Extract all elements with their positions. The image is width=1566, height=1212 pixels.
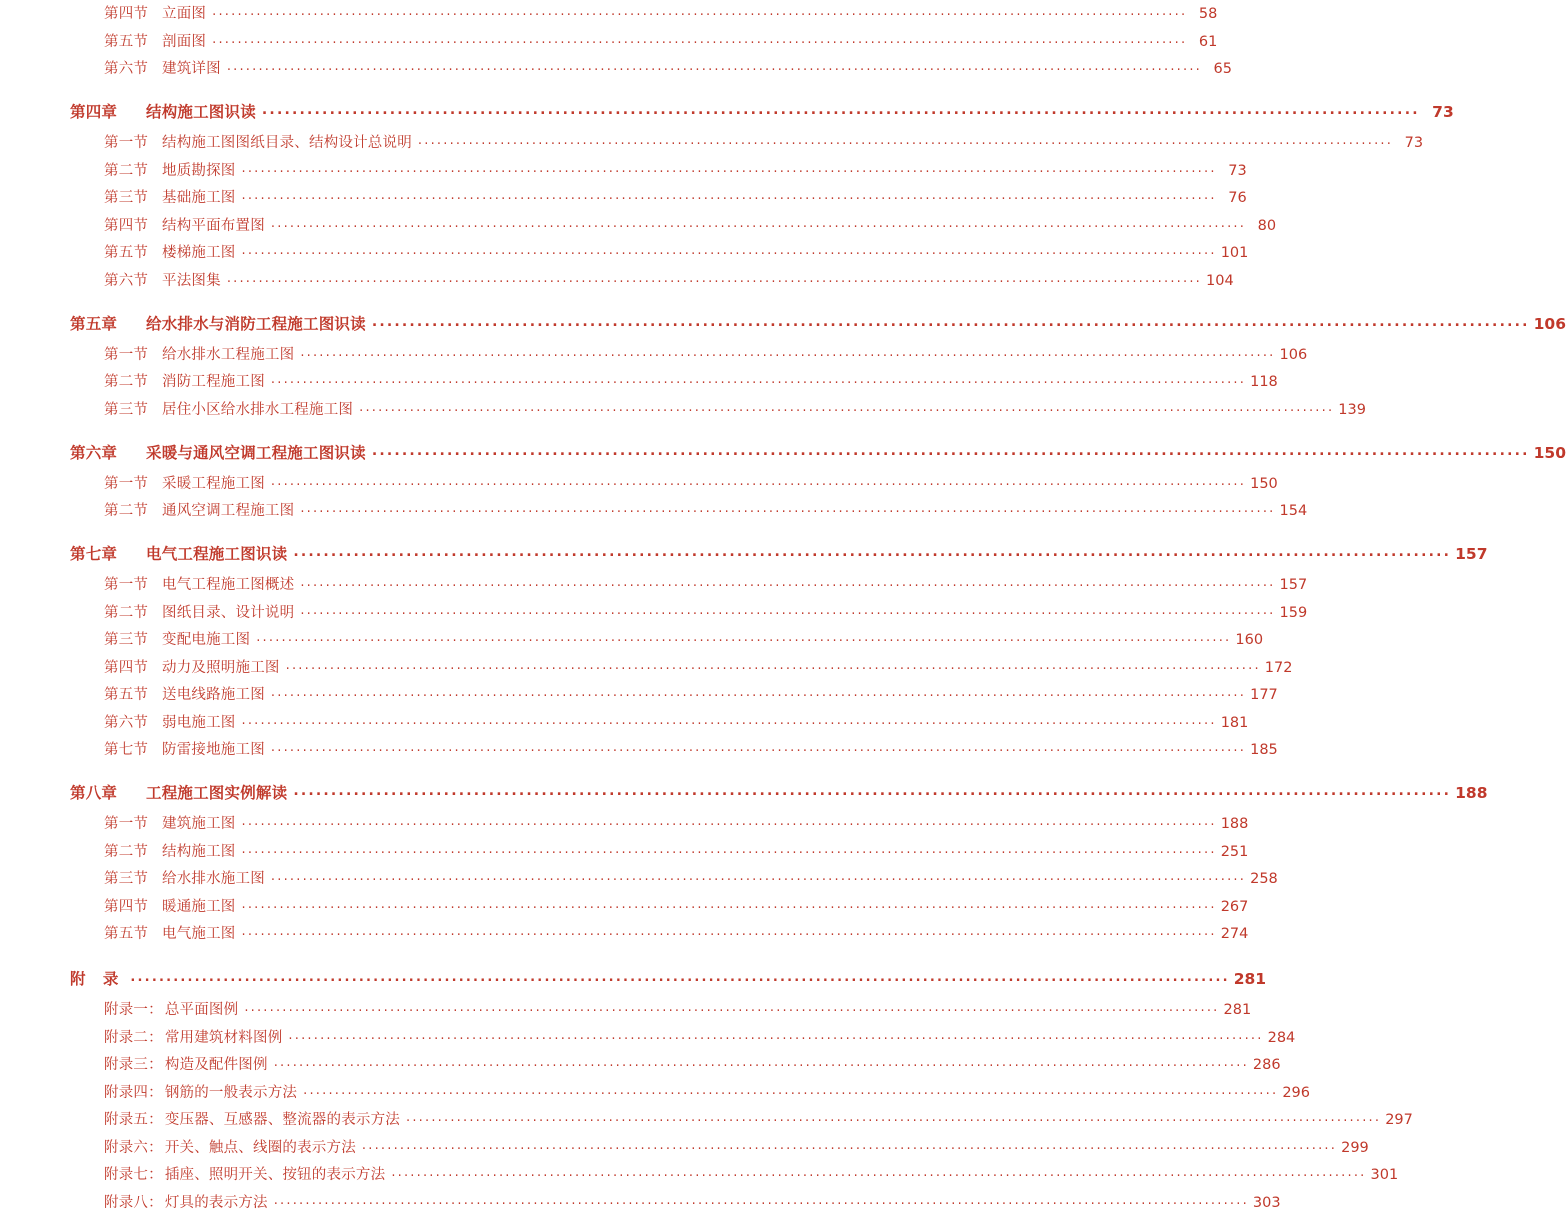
toc-page-number: 251 bbox=[1220, 843, 1249, 860]
toc-page-number: 159 bbox=[1279, 604, 1308, 621]
toc-appendix-entry[interactable] bbox=[70, 967, 1267, 989]
dot-leader bbox=[391, 1168, 1366, 1178]
toc-section-entry[interactable] bbox=[70, 812, 1249, 833]
toc-section-label: 第六节 建筑详图 bbox=[104, 61, 221, 77]
toc-page-number: 188 bbox=[1220, 816, 1249, 832]
toc-page-number: 104 bbox=[1206, 272, 1234, 289]
toc-page-number: 76 bbox=[1228, 190, 1247, 206]
toc-page-number: 303 bbox=[1252, 1194, 1281, 1211]
dot-leader bbox=[293, 786, 1451, 796]
toc-page-number: 299 bbox=[1341, 1139, 1369, 1156]
toc-section-label: 第七节 防雷接地施工图 bbox=[104, 742, 265, 758]
dot-leader bbox=[372, 446, 1530, 456]
toc-section-entry[interactable] bbox=[70, 269, 1234, 290]
toc-section-label: 第三节 基础施工图 bbox=[104, 190, 236, 206]
toc-appendix-item[interactable] bbox=[70, 1163, 1399, 1184]
toc-chapter-entry[interactable] bbox=[70, 781, 1488, 803]
dot-leader bbox=[271, 375, 1246, 385]
dot-leader bbox=[362, 1141, 1337, 1151]
toc-section-label: 第二节 地质勘探图 bbox=[104, 162, 236, 179]
toc-chapter-entry[interactable] bbox=[70, 542, 1488, 564]
toc-section-label: 第一节 采暖工程施工图 bbox=[104, 475, 265, 492]
toc-page-number: 106 bbox=[1533, 314, 1566, 333]
toc-appendix-item[interactable] bbox=[70, 1108, 1413, 1129]
toc-page-number: 297 bbox=[1385, 1112, 1413, 1128]
toc-page-number: 281 bbox=[1223, 1002, 1252, 1018]
dot-leader bbox=[242, 246, 1217, 256]
dot-leader bbox=[418, 136, 1393, 146]
toc-chapter-group bbox=[70, 100, 1454, 290]
toc-section-entry[interactable] bbox=[70, 2, 1218, 23]
toc-chapter-label: 第四章 结构施工图识读 bbox=[70, 103, 256, 121]
toc-section-entry[interactable] bbox=[70, 30, 1218, 51]
toc-page-number: 177 bbox=[1250, 687, 1278, 703]
dot-leader bbox=[300, 606, 1275, 616]
toc-section-label: 第三节 居住小区给水排水工程施工图 bbox=[104, 401, 354, 418]
dot-leader bbox=[372, 317, 1530, 327]
toc-section-label: 第三节 给水排水施工图 bbox=[104, 871, 265, 887]
dot-leader bbox=[271, 743, 1246, 753]
toc-section-entry[interactable] bbox=[70, 214, 1277, 235]
toc-section-label: 第五节 楼梯施工图 bbox=[104, 245, 236, 261]
dot-leader bbox=[242, 164, 1217, 174]
toc-appendix-item-label: 附录七： 插座、照明开关、按钮的表示方法 bbox=[104, 1167, 386, 1183]
toc-page-number: 65 bbox=[1213, 61, 1232, 77]
toc-section-label: 第二节 结构施工图 bbox=[104, 843, 236, 860]
toc-appendix-item-label: 附录五： 变压器、互感器、整流器的表示方法 bbox=[104, 1112, 401, 1128]
toc-appendix-item[interactable] bbox=[70, 1026, 1296, 1047]
toc-section-entry[interactable] bbox=[70, 499, 1308, 520]
toc-chapter-label: 第七章 电气工程施工图识读 bbox=[70, 545, 288, 563]
toc-appendix-item[interactable] bbox=[70, 998, 1252, 1019]
toc-appendix-item[interactable] bbox=[70, 1053, 1281, 1074]
toc-page-number: 150 bbox=[1250, 475, 1278, 492]
toc-section-label: 第六节 平法图集 bbox=[104, 272, 221, 289]
toc-section-entry[interactable] bbox=[70, 573, 1308, 594]
toc-page-number: 73 bbox=[1404, 135, 1424, 151]
dot-leader bbox=[271, 872, 1246, 882]
toc-appendix-label: 附 录 bbox=[70, 970, 125, 988]
toc-section-label: 第一节 给水排水工程施工图 bbox=[104, 346, 295, 363]
toc-appendix-item[interactable] bbox=[70, 1081, 1310, 1102]
toc-page-number: 284 bbox=[1267, 1029, 1296, 1046]
toc-page-number: 267 bbox=[1220, 898, 1249, 915]
toc-page-number: 274 bbox=[1220, 926, 1249, 942]
toc-appendix-item[interactable] bbox=[70, 1136, 1369, 1157]
dot-leader bbox=[244, 1003, 1219, 1013]
toc-appendix-item-label: 附录八： 灯具的表示方法 bbox=[104, 1194, 268, 1211]
dot-leader bbox=[212, 7, 1187, 17]
toc-section-entry[interactable] bbox=[70, 57, 1232, 78]
toc-section-entry[interactable] bbox=[70, 131, 1424, 152]
toc-chapter-group bbox=[70, 542, 1488, 759]
dot-leader bbox=[242, 191, 1217, 201]
toc-chapter-label: 第五章 给水排水与消防工程施工图识读 bbox=[70, 314, 366, 333]
toc-section-entry[interactable] bbox=[70, 922, 1249, 943]
toc-section-label: 第六节 弱电施工图 bbox=[104, 714, 236, 731]
toc-section-entry[interactable] bbox=[70, 472, 1278, 493]
toc-section-label: 第五节 送电线路施工图 bbox=[104, 687, 265, 703]
toc-page-number: 106 bbox=[1279, 346, 1308, 363]
toc-section-label: 第五节 电气施工图 bbox=[104, 926, 236, 942]
dot-leader bbox=[242, 845, 1217, 855]
toc-chapter-group bbox=[70, 781, 1488, 943]
toc-page-number: 286 bbox=[1252, 1057, 1281, 1073]
toc-section-entry[interactable] bbox=[70, 628, 1264, 649]
dot-leader bbox=[274, 1058, 1249, 1068]
dot-leader bbox=[300, 504, 1275, 514]
toc-section-entry[interactable] bbox=[70, 398, 1366, 419]
toc-page-number: 154 bbox=[1279, 503, 1308, 519]
dot-leader bbox=[271, 688, 1246, 698]
dot-leader bbox=[300, 348, 1275, 358]
dot-leader bbox=[242, 716, 1217, 726]
toc-section-entry[interactable] bbox=[70, 186, 1247, 207]
dot-leader bbox=[271, 219, 1246, 229]
toc-page-number: 101 bbox=[1220, 245, 1249, 261]
toc-page-number: 181 bbox=[1220, 714, 1249, 731]
toc-page-number: 58 bbox=[1198, 6, 1218, 22]
toc-section-label: 第一节 建筑施工图 bbox=[104, 816, 236, 832]
toc-section-label: 第四节 暖通施工图 bbox=[104, 898, 236, 915]
dot-leader bbox=[242, 927, 1217, 937]
toc-section-label: 第二节 图纸目录、设计说明 bbox=[104, 604, 295, 621]
toc-appendix-item-label: 附录六： 开关、触点、线圈的表示方法 bbox=[104, 1139, 356, 1156]
dot-leader bbox=[212, 35, 1187, 45]
toc-section-label: 第四节 动力及照明施工图 bbox=[104, 659, 280, 676]
toc-page-number: 296 bbox=[1282, 1084, 1310, 1101]
toc-section-entry[interactable] bbox=[70, 840, 1249, 861]
dot-leader bbox=[288, 1031, 1263, 1041]
toc-section-label: 第五节 剖面图 bbox=[104, 33, 207, 50]
toc-page-number: 61 bbox=[1198, 33, 1218, 50]
toc-appendix-group bbox=[70, 967, 1413, 1212]
dot-leader bbox=[242, 900, 1217, 910]
toc-appendix-item-label: 附录四： 钢筋的一般表示方法 bbox=[104, 1084, 298, 1101]
toc-page-number: 80 bbox=[1257, 217, 1277, 234]
toc-page-number: 160 bbox=[1235, 632, 1264, 648]
toc-chapter-group bbox=[70, 312, 1566, 419]
toc-chapter-group bbox=[70, 441, 1566, 521]
dot-leader bbox=[227, 274, 1202, 284]
toc-appendix-item[interactable] bbox=[70, 1191, 1281, 1212]
toc-page-number: 157 bbox=[1279, 577, 1308, 593]
dot-leader bbox=[406, 1113, 1381, 1123]
toc-section-entry[interactable] bbox=[70, 601, 1308, 622]
continued-sections-group bbox=[70, 2, 1232, 78]
dot-leader bbox=[262, 105, 1420, 115]
toc-section-entry[interactable] bbox=[70, 895, 1249, 916]
dot-leader bbox=[303, 1086, 1278, 1096]
toc-appendix-item-label: 附录一： 总平面图例 bbox=[104, 1002, 239, 1018]
dot-leader bbox=[227, 62, 1202, 72]
toc-page-number: 73 bbox=[1228, 162, 1247, 179]
dot-leader bbox=[271, 477, 1246, 487]
dot-leader bbox=[274, 1196, 1249, 1206]
toc-section-label: 第一节 结构施工图图纸目录、结构设计总说明 bbox=[104, 135, 412, 151]
toc-appendix-item-label: 附录二： 常用建筑材料图例 bbox=[104, 1029, 283, 1046]
toc-section-entry[interactable] bbox=[70, 656, 1293, 677]
toc-section-label: 第一节 电气工程施工图概述 bbox=[104, 577, 295, 593]
toc-section-entry[interactable] bbox=[70, 738, 1278, 759]
toc-page-number: 281 bbox=[1233, 970, 1267, 988]
table-of-contents bbox=[70, 0, 1566, 1212]
toc-chapter-label: 第六章 采暖与通风空调工程施工图识读 bbox=[70, 443, 366, 462]
toc-page-number: 188 bbox=[1455, 784, 1488, 802]
dot-leader bbox=[286, 661, 1261, 671]
toc-page-number: 150 bbox=[1533, 443, 1566, 462]
toc-section-entry[interactable] bbox=[70, 683, 1278, 704]
dot-leader bbox=[293, 547, 1451, 557]
toc-section-entry[interactable] bbox=[70, 370, 1278, 391]
dot-leader bbox=[256, 633, 1231, 643]
toc-chapter-label: 第八章 工程施工图实例解读 bbox=[70, 784, 288, 802]
toc-appendix-item-label: 附录三： 构造及配件图例 bbox=[104, 1057, 268, 1073]
dot-leader bbox=[359, 403, 1334, 413]
toc-page-number: 139 bbox=[1338, 401, 1366, 418]
toc-section-entry[interactable] bbox=[70, 241, 1249, 262]
toc-section-label: 第二节 通风空调工程施工图 bbox=[104, 503, 295, 519]
toc-chapter-entry[interactable] bbox=[70, 441, 1566, 463]
toc-page-number: 301 bbox=[1370, 1167, 1399, 1183]
toc-chapter-entry[interactable] bbox=[70, 312, 1566, 334]
toc-section-entry[interactable] bbox=[70, 867, 1278, 888]
toc-section-label: 第四节 立面图 bbox=[104, 6, 207, 22]
toc-section-entry[interactable] bbox=[70, 343, 1308, 364]
toc-page-number: 73 bbox=[1432, 103, 1454, 121]
dot-leader bbox=[300, 578, 1275, 588]
toc-section-label: 第三节 变配电施工图 bbox=[104, 632, 251, 648]
toc-section-label: 第二节 消防工程施工图 bbox=[104, 374, 265, 390]
toc-page-number: 185 bbox=[1250, 742, 1278, 758]
toc-section-entry[interactable] bbox=[70, 711, 1249, 732]
toc-page-number: 118 bbox=[1250, 374, 1278, 390]
toc-chapter-entry[interactable] bbox=[70, 100, 1454, 122]
toc-page-number: 157 bbox=[1455, 545, 1488, 563]
dot-leader bbox=[130, 973, 1229, 983]
toc-section-label: 第四节 结构平面布置图 bbox=[104, 217, 265, 234]
toc-section-entry[interactable] bbox=[70, 159, 1247, 180]
toc-page-number: 258 bbox=[1250, 871, 1278, 887]
toc-page-number: 172 bbox=[1264, 659, 1293, 676]
dot-leader bbox=[242, 817, 1217, 827]
